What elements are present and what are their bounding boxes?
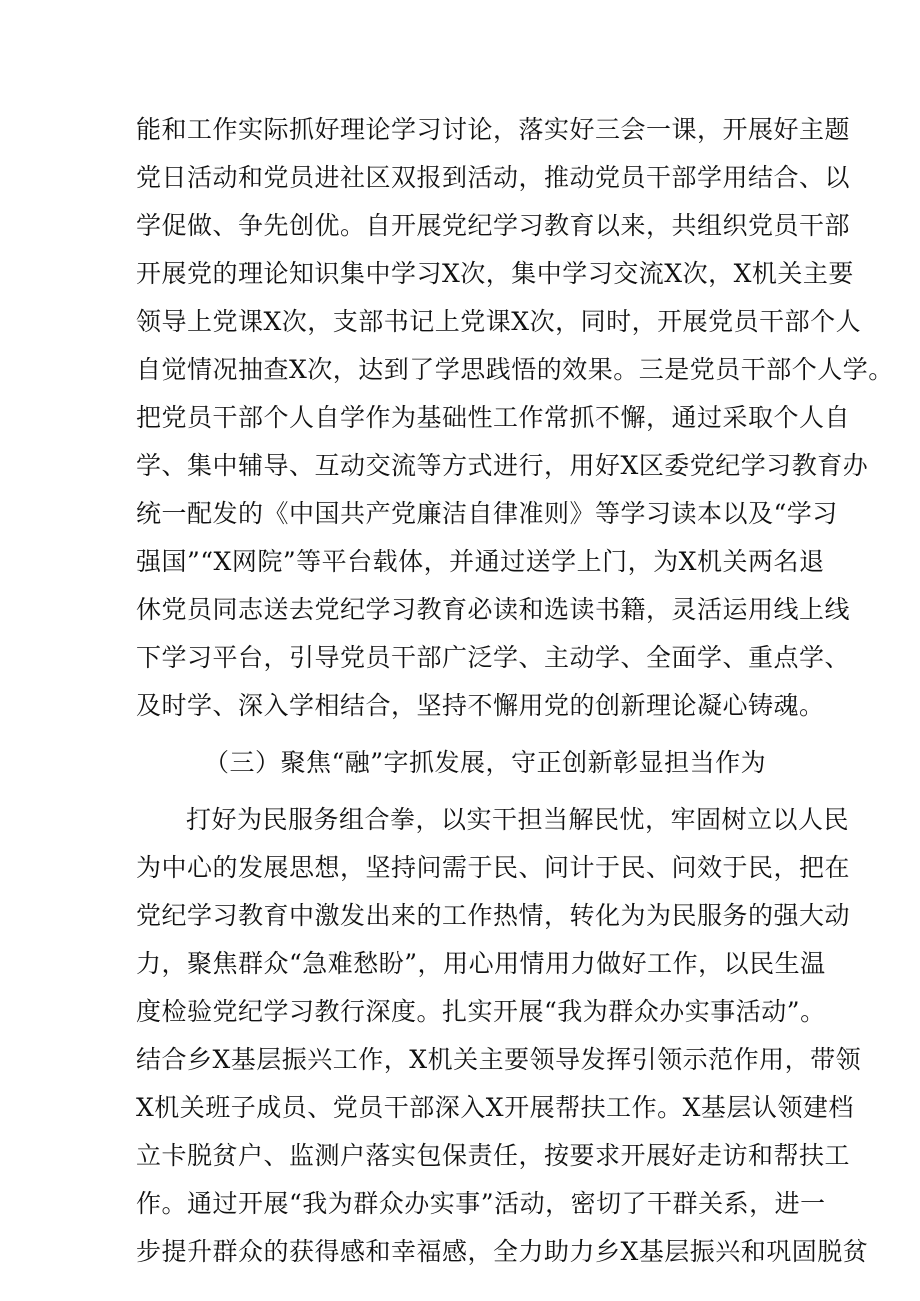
paragraph-2-line-6: 结合乡X基层振兴工作，X机关主要领导发挥引领示范作用，带领	[136, 1045, 862, 1074]
paragraph-1-line-12: 下学习平台，引导党员干部广泛学、主动学、全面学、重点学、	[136, 643, 851, 672]
paragraph-1-line-7: 把党员干部个人自学作为基础性工作常抓不懈，通过采取个人自	[136, 403, 851, 432]
paragraph-1-line-5: 领导上党课X次，支部书记上党课X次，同时，开展党员干部个人	[136, 307, 862, 336]
paragraph-1-line-8: 学、集中辅导、互动交流等方式进行，用好X区委党纪学习教育办	[136, 451, 869, 480]
paragraph-1-line-10: 强国”“X网院”等平台载体，并通过送学上门，为X机关两名退	[136, 547, 825, 576]
paragraph-1-line-1: 能和工作实际抓好理论学习讨论，落实好三会一课，开展好主题	[136, 115, 851, 144]
section-heading-3: （三）聚焦“融”字抓发展，守正创新彰显担当作为	[204, 748, 767, 777]
paragraph-2-line-8: 立卡脱贫户、监测户落实包保责任，按要求开展好走访和帮扶工	[136, 1141, 851, 1170]
paragraph-2-line-1: 打好为民服务组合拳，以实干担当解民忧，牢固树立以人民	[186, 805, 850, 834]
paragraph-2-line-10: 步提升群众的获得感和幸福感，全力助力乡X基层振兴和巩固脱贫	[136, 1237, 869, 1266]
paragraph-2-line-7: X机关班子成员、党员干部深入X开展帮扶工作。X基层认领建档	[136, 1093, 854, 1122]
paragraph-2-line-4: 力，聚焦群众“急难愁盼”，用心用情用力做好工作，以民生温	[136, 949, 826, 978]
paragraph-2-line-2: 为中心的发展思想，坚持问需于民、问计于民、问效于民，把在	[136, 853, 851, 882]
paragraph-2-line-5: 度检验党纪学习教行深度。扎实开展“我为群众办实事活动”。	[136, 997, 826, 1026]
paragraph-1-line-9: 统一配发的《中国共产党廉洁自律准则》等学习读本以及“学习	[136, 499, 838, 528]
paragraph-1-line-4: 开展党的理论知识集中学习X次，集中学习交流X次，X机关主要	[136, 259, 854, 288]
paragraph-1-line-11: 休党员同志送去党纪学习教育必读和选读书籍，灵活运用线上线	[136, 595, 851, 624]
paragraph-1-line-3: 学促做、争先创优。自开展党纪学习教育以来，共组织党员干部	[136, 211, 851, 240]
paragraph-1-line-6: 自觉情况抽查X次，达到了学思践悟的效果。三是党员干部个人学。	[136, 355, 894, 384]
paragraph-1-line-2: 党日活动和党员进社区双报到活动，推动党员干部学用结合、以	[136, 163, 851, 192]
paragraph-1-line-13: 及时学、深入学相结合，坚持不懈用党的创新理论凝心铸魂。	[136, 691, 825, 720]
paragraph-2-line-9: 作。通过开展“我为群众办实事”活动，密切了干群关系，进一	[136, 1189, 826, 1218]
paragraph-2-line-3: 党纪学习教育中激发出来的工作热情，转化为为民服务的强大动	[136, 901, 851, 930]
